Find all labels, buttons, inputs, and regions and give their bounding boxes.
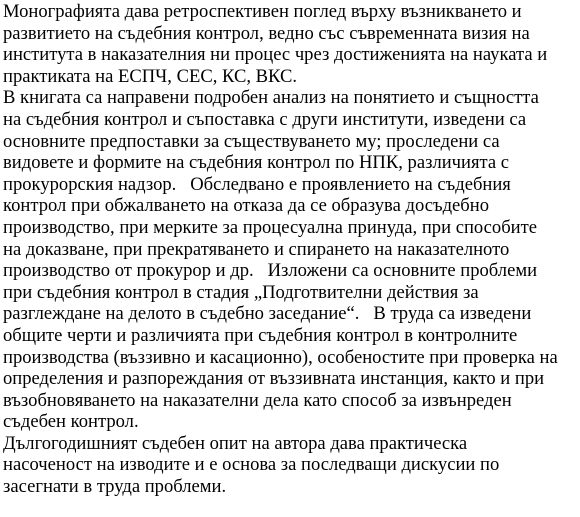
text-line: института в наказателния ни процес чрез достиженията на науката и	[3, 44, 548, 66]
text-line: общите черти и различията при съдебния контрол в контролните	[3, 324, 518, 346]
paragraph-conclusion	[3, 433, 580, 498]
text-line: възобновяването на наказателни дела като способ за извънреден	[3, 389, 512, 411]
text-line: Монографията дава ретроспективен поглед върху възникването и	[3, 1, 522, 22]
text-line: практиката на ЕСПЧ, СЕС, КС, ВКС.	[3, 65, 298, 87]
text-line: съдебен контрол.	[3, 411, 139, 433]
text-line: В книгата са направени подробен анализ на понятието и същността	[3, 87, 539, 109]
text-line: видовете и формите на съдебния контрол по НПК, различията с	[3, 152, 510, 174]
document-body	[3, 1, 580, 498]
text-line: разглеждане на делото в съдебно заседание“. В труда са изведени	[3, 303, 532, 325]
text-line: контрол при обжалването на отказа да се образува досъдебно	[3, 195, 489, 217]
paragraph-analysis	[3, 87, 580, 433]
text-line: Дългогодишният съдебен опит на автора дава практическа	[3, 432, 468, 454]
text-line: производства (въззивно и касационно), особеностите при проверка на	[3, 346, 558, 368]
text-line: развитието на съдебния контрол, ведно със съвременната визия на	[3, 22, 530, 44]
text-line: производство от прокурор и др. Изложени са основните проблеми	[3, 260, 538, 282]
text-line: определения и разпореждания от въззивната инстанция, както и при	[3, 368, 545, 390]
text-line: насоченост на изводите и е основа за последващи дискусии по	[3, 454, 500, 476]
paragraph-intro	[3, 1, 580, 87]
text-line: при съдебния контрол в стадия „Подготвителни действия за	[3, 281, 479, 303]
text-line: на съдебния контрол и съпоставка с други институти, изведени са	[3, 108, 527, 130]
text-line: прокурорския надзор. Обследвано е проявлението на съдебния	[3, 173, 511, 195]
text-line: производство, при мерките за процесуална принуда, при способите	[3, 216, 538, 238]
text-line: на доказване, при прекратяването и спирането на наказателното	[3, 238, 510, 260]
text-line: засегнати в труда проблеми.	[3, 476, 227, 498]
text-line: основните предпоставки за съществуването му; проследени са	[3, 130, 500, 152]
